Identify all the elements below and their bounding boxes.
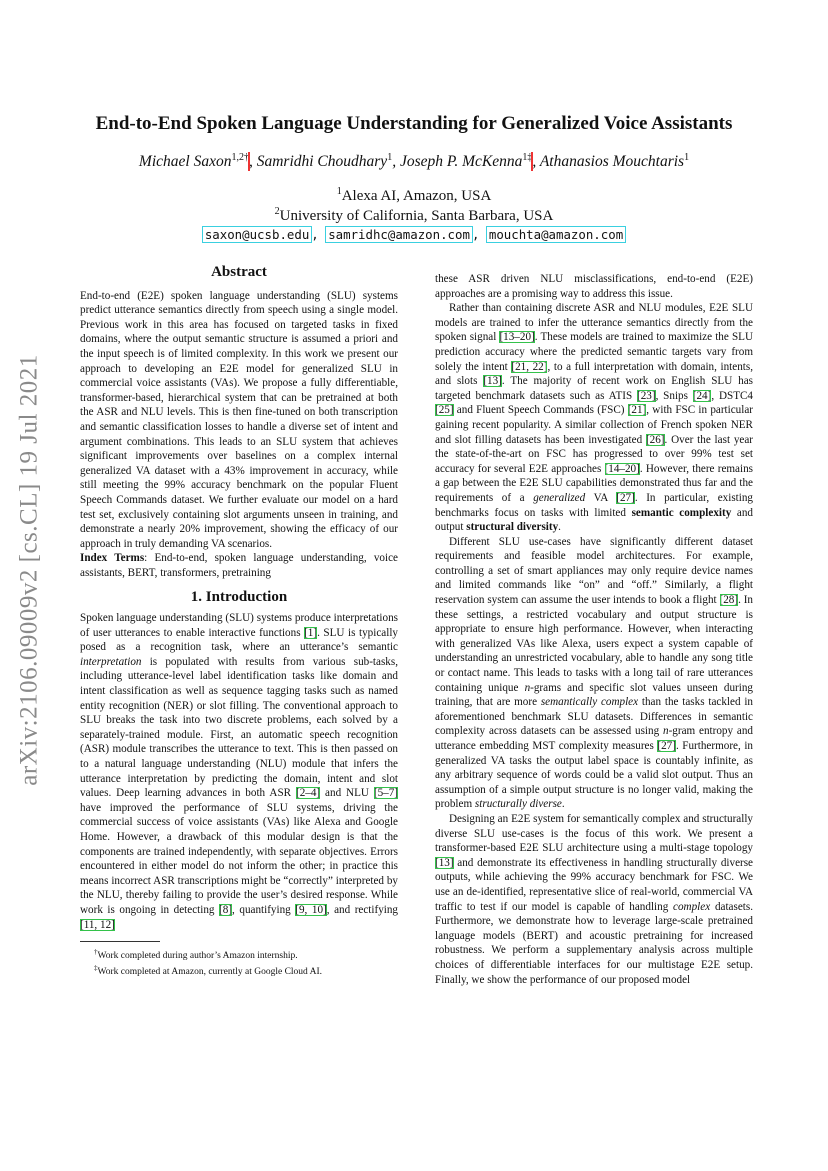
abstract-heading: Abstract	[211, 264, 267, 280]
text-run: -gram entropy and utterance embedding MST complexity measures	[435, 725, 753, 752]
author-name: Michael Saxon	[138, 153, 232, 171]
citation-link[interactable]: [23]	[637, 389, 656, 402]
citation-link[interactable]: [24]	[692, 389, 712, 402]
text-run: , with FSC in particular gaining recent popularity. A similar collection of French spoken NER and slot filling datasets has been investigated	[435, 404, 753, 446]
arxiv-stamp	[10, 300, 50, 840]
text-run: . However, there remains a gap between the E2E SLU capabilities demonstrated thus far and the requirements of a	[435, 462, 753, 504]
author-affil-mark: 1,2†	[231, 152, 249, 163]
emphasis: n	[524, 681, 531, 694]
text-run: , quantifying	[232, 903, 296, 916]
citation-link[interactable]: [21]	[627, 404, 647, 417]
affiliation-1	[0, 186, 828, 205]
paper-title: End-to-End Spoken Language Understanding for Generalized Voice Assistants	[95, 113, 733, 134]
citation-link[interactable]: [25]	[435, 404, 454, 417]
arxiv-stamp-text: arXiv:2106.09009v2 [cs.CL] 19 Jul 2021	[16, 354, 43, 786]
author-affil-mark: 1‡	[522, 152, 533, 163]
text-run: .	[558, 521, 561, 534]
email-list: saxon@ucsb.edu , samridhc@amazon.com , mouchta@amazon.com	[204, 227, 624, 242]
footnote-rule	[80, 941, 160, 942]
text-run: and NLU	[320, 787, 374, 800]
text-run: Rather than containing discrete ASR and NLU modules, E2E SLU models are trained to infer the utterance semantics directly from the spoken signal	[435, 302, 753, 344]
text-run: than the tasks tackled in aforementioned benchmark SLU datasets. Differences in semantic complexity across datasets can be assessed using	[435, 696, 753, 738]
emphasis: interpretation	[80, 655, 142, 668]
left-column	[80, 265, 398, 978]
text-run: -grams and specific slot values unseen during training, that are more	[435, 681, 754, 709]
footnote-mark: †	[94, 948, 98, 957]
text-run: . These models are trained to maximize the SLU prediction accuracy where the predicted semantic targets vary from solely the intent	[435, 331, 753, 373]
citation-link[interactable]: [9, 10]	[295, 903, 327, 916]
author-name: Samridhi Choudhary	[256, 153, 388, 171]
text-run: Different SLU use-cases have significantly different dataset requirements and feasible model architectures. For example, controlling a set of smart appliances may only require device names and limited commands like “on” and “off.” Similarly, a flight reservation system can assume the user intends to book a flight	[435, 535, 753, 607]
text-run: , to a full interpretation with domain, intents, and slots	[435, 360, 753, 388]
text-run: . SLU is typically posed as a recognition task, where an utterance’s semantic	[80, 626, 398, 654]
citation-link[interactable]: [28]	[719, 594, 739, 607]
emphasis: structurally diverse	[474, 798, 562, 811]
right-column	[435, 272, 753, 987]
emphasis: generalized	[533, 491, 586, 504]
text-run: is populated with results from various sub-tasks, including utterance-level label identification tasks like domain and intent classification as well as sequence tagging tasks such as named entity recognition (NER) or slot filling. The conventional approach to SLU breaks the task into two discrete problems, each solved by a separately-trained module. First, an automatic speech recognition (ASR) module transcribes the utterance to text. This is then passed on to a natural language understanding (NLU) module that infers the utterance interpretation by predicting the domain, intent and slot values. Deep learning advances in both ASR	[80, 655, 398, 800]
citation-link[interactable]: [27]	[657, 740, 676, 752]
text-run: . Furthermore, in generalized VA tasks the output label space is countably infinite, as any arbitrary sequence of words could be a valid slot output. Thus an assumption of a simple output structure is no longer valid, making the problem	[435, 740, 753, 811]
emphasis: semantically complex	[540, 696, 639, 709]
text-run: . In particular, existing benchmarks focus on tasks with limited	[435, 491, 753, 519]
text-run: and Fluent Speech Commands (FSC)	[453, 404, 628, 417]
footnote-text: Work completed during author’s Amazon internship.	[97, 951, 298, 962]
text-run: . The majority of recent work on English SLU has targeted benchmark datasets such as ATIS	[435, 375, 754, 402]
citation-link[interactable]: [26]	[645, 433, 665, 446]
citation-link[interactable]: [27]	[616, 491, 635, 504]
text-run: , DSTC4	[711, 389, 754, 402]
affiliation-mark: 1	[336, 186, 342, 197]
citation-link[interactable]: [8]	[219, 903, 233, 916]
body-paragraph	[435, 812, 753, 987]
email-link[interactable]: mouchta@amazon.com	[488, 227, 624, 242]
citation-link[interactable]: [2–4]	[296, 787, 321, 800]
index-terms-text: : End-to-end, spoken language understanding, voice assistants, BERT, transformers, pretraining	[80, 552, 398, 579]
text-run: have improved the performance of SLU systems, driving the commercial success of voice assistants (VAs) like Alexa and Google Home. However, a drawback of this modular design is that the components are trained independently, with separate objectives. Errors encountered in either model do not inform the other; in practice this means incorrect ASR transcriptions might be “correctly” interpreted by the NLU, thereby failing to provide the user’s desired response. While work is ongoing in detecting	[80, 801, 398, 916]
text-run: , and rectifying	[326, 903, 399, 916]
author-name: Athanasios Mouchtaris	[539, 153, 685, 171]
citation-link[interactable]: [21, 22]	[511, 360, 548, 373]
affiliation-name: University of California, Santa Barbara, USA	[279, 208, 554, 224]
text-run: , Snips	[655, 389, 693, 402]
text-run: Designing an E2E system for semantically complex and structurally diverse SLU use-cases is the focus of this work. We present a transformer-based E2E SLU architecture using a multi-stage topology	[435, 812, 753, 855]
citation-link[interactable]: [11, 12]	[80, 918, 115, 931]
bold-term: semantic complexity	[631, 506, 732, 519]
index-terms-label: Index Terms	[80, 552, 145, 565]
section-heading-introduction: 1. Introduction	[190, 589, 288, 606]
affiliation-mark: 2	[274, 206, 280, 217]
citation-link[interactable]: [13]	[435, 856, 454, 869]
index-terms	[80, 551, 398, 580]
citation-link[interactable]: [13]	[483, 375, 502, 388]
author-name: Joseph P. McKenna	[399, 153, 523, 171]
text-run: . Over the last year the state-of-the-art on FSC has progressed to over 99% test set accuracy for several E2E approaches	[435, 433, 753, 475]
emphasis: complex	[673, 900, 711, 913]
text-run: VA	[585, 491, 617, 504]
footnote-mark: ‡	[94, 964, 98, 973]
email-link[interactable]: samridhc@amazon.com	[328, 227, 470, 242]
text-run: datasets. Furthermore, we demonstrate how to leverage large-scale pretrained language models (BERT) and acoustic pretraining for increased robustness. We perform a supplementary analysis across multiple choices of differentiable interfaces for our multistage E2E setup. Finally, we show the performance of our proposed model	[435, 900, 753, 986]
citation-link[interactable]: [5–7]	[373, 787, 398, 800]
footnote	[80, 946, 398, 962]
affiliation-2	[0, 206, 828, 225]
text-run: .	[561, 798, 565, 811]
emphasis: n	[663, 725, 669, 738]
bold-term: structural diversity	[466, 521, 559, 534]
body-paragraph	[435, 301, 753, 535]
author-list: Michael Saxon$^{1,2\dagger}$, Samridhi Choudhary$^1$, Joseph P. McKenna$^{1\ddagger}$, Athanasios Mouchtaris$^1$	[138, 152, 690, 171]
email-link[interactable]: saxon@ucsb.edu	[204, 227, 310, 242]
footnote-text: Work completed at Amazon, currently at Google Cloud AI.	[97, 967, 323, 978]
citation-link[interactable]: [13–20]	[499, 331, 535, 344]
text-run: Spoken language understanding (SLU) systems produce interpretations of user utterances to enable interactive functions	[80, 612, 398, 639]
footnote	[80, 962, 398, 978]
text-run: and output	[435, 506, 754, 534]
citation-link[interactable]: [1]	[304, 626, 318, 639]
text-run: . In these settings, a restricted vocabulary and output structure is appropriate to ensure high performance. However, when interacting with generalized VAs like Alexa, users expect a system capable of understanding an unrestricted vocabulary, able to handle any song title or contact name. This leads to tasks with a long tail of rare utterances containing unique	[435, 594, 753, 694]
citation-link[interactable]: [14–20]	[604, 462, 640, 475]
author-affil-mark: 1	[387, 152, 393, 163]
affiliation-name: Alexa AI, Amazon, USA	[341, 188, 492, 204]
abstract-text: End-to-end (E2E) spoken language understanding (SLU) systems predict utterance semantics directly from speech using a single model. Previous work in this area has focused on targeted tasks in fixed domains, where the output semantic structure is assumed a priori and the input speech is of limited complexity. In this work we present our approach to developing an E2E model for generalized SLU in commercial voice assistants (VAs). We propose a fully differentiable, transformer-based, hierarchical system that can be pretrained at both the ASR and NLU levels. This is then fine-tuned on both transcription and semantic classification losses to handle a diverse set of intent and argument combinations. This leads to an SLU system that achieves significant improvements over baselines on a complex internal generalized VA dataset with a 43% improvement in accuracy, while still meeting the 99% accuracy benchmark on the popular Fluent Speech Commands dataset. We further evaluate our model on a hard test set, exclusively containing slot arguments unseen in training, and demonstrate a nearly 20% improvement, showing the efficacy of our approach in truly demanding VA scenarios.	[80, 289, 398, 550]
intro-paragraph	[80, 611, 398, 932]
body-paragraph: these ASR driven NLU misclassifications, end-to-end (E2E) approaches are a promising way to address this issue.	[435, 273, 753, 300]
body-paragraph	[435, 535, 753, 812]
text-run: and demonstrate its effectiveness in handling structurally diverse outputs, while achieving the 99% accuracy benchmark for FSC. We use an de-identified, representative slice of real-world, commercial VA traffic to test if our model is capable of handling	[435, 856, 753, 913]
author-affil-mark: 1	[684, 152, 690, 163]
